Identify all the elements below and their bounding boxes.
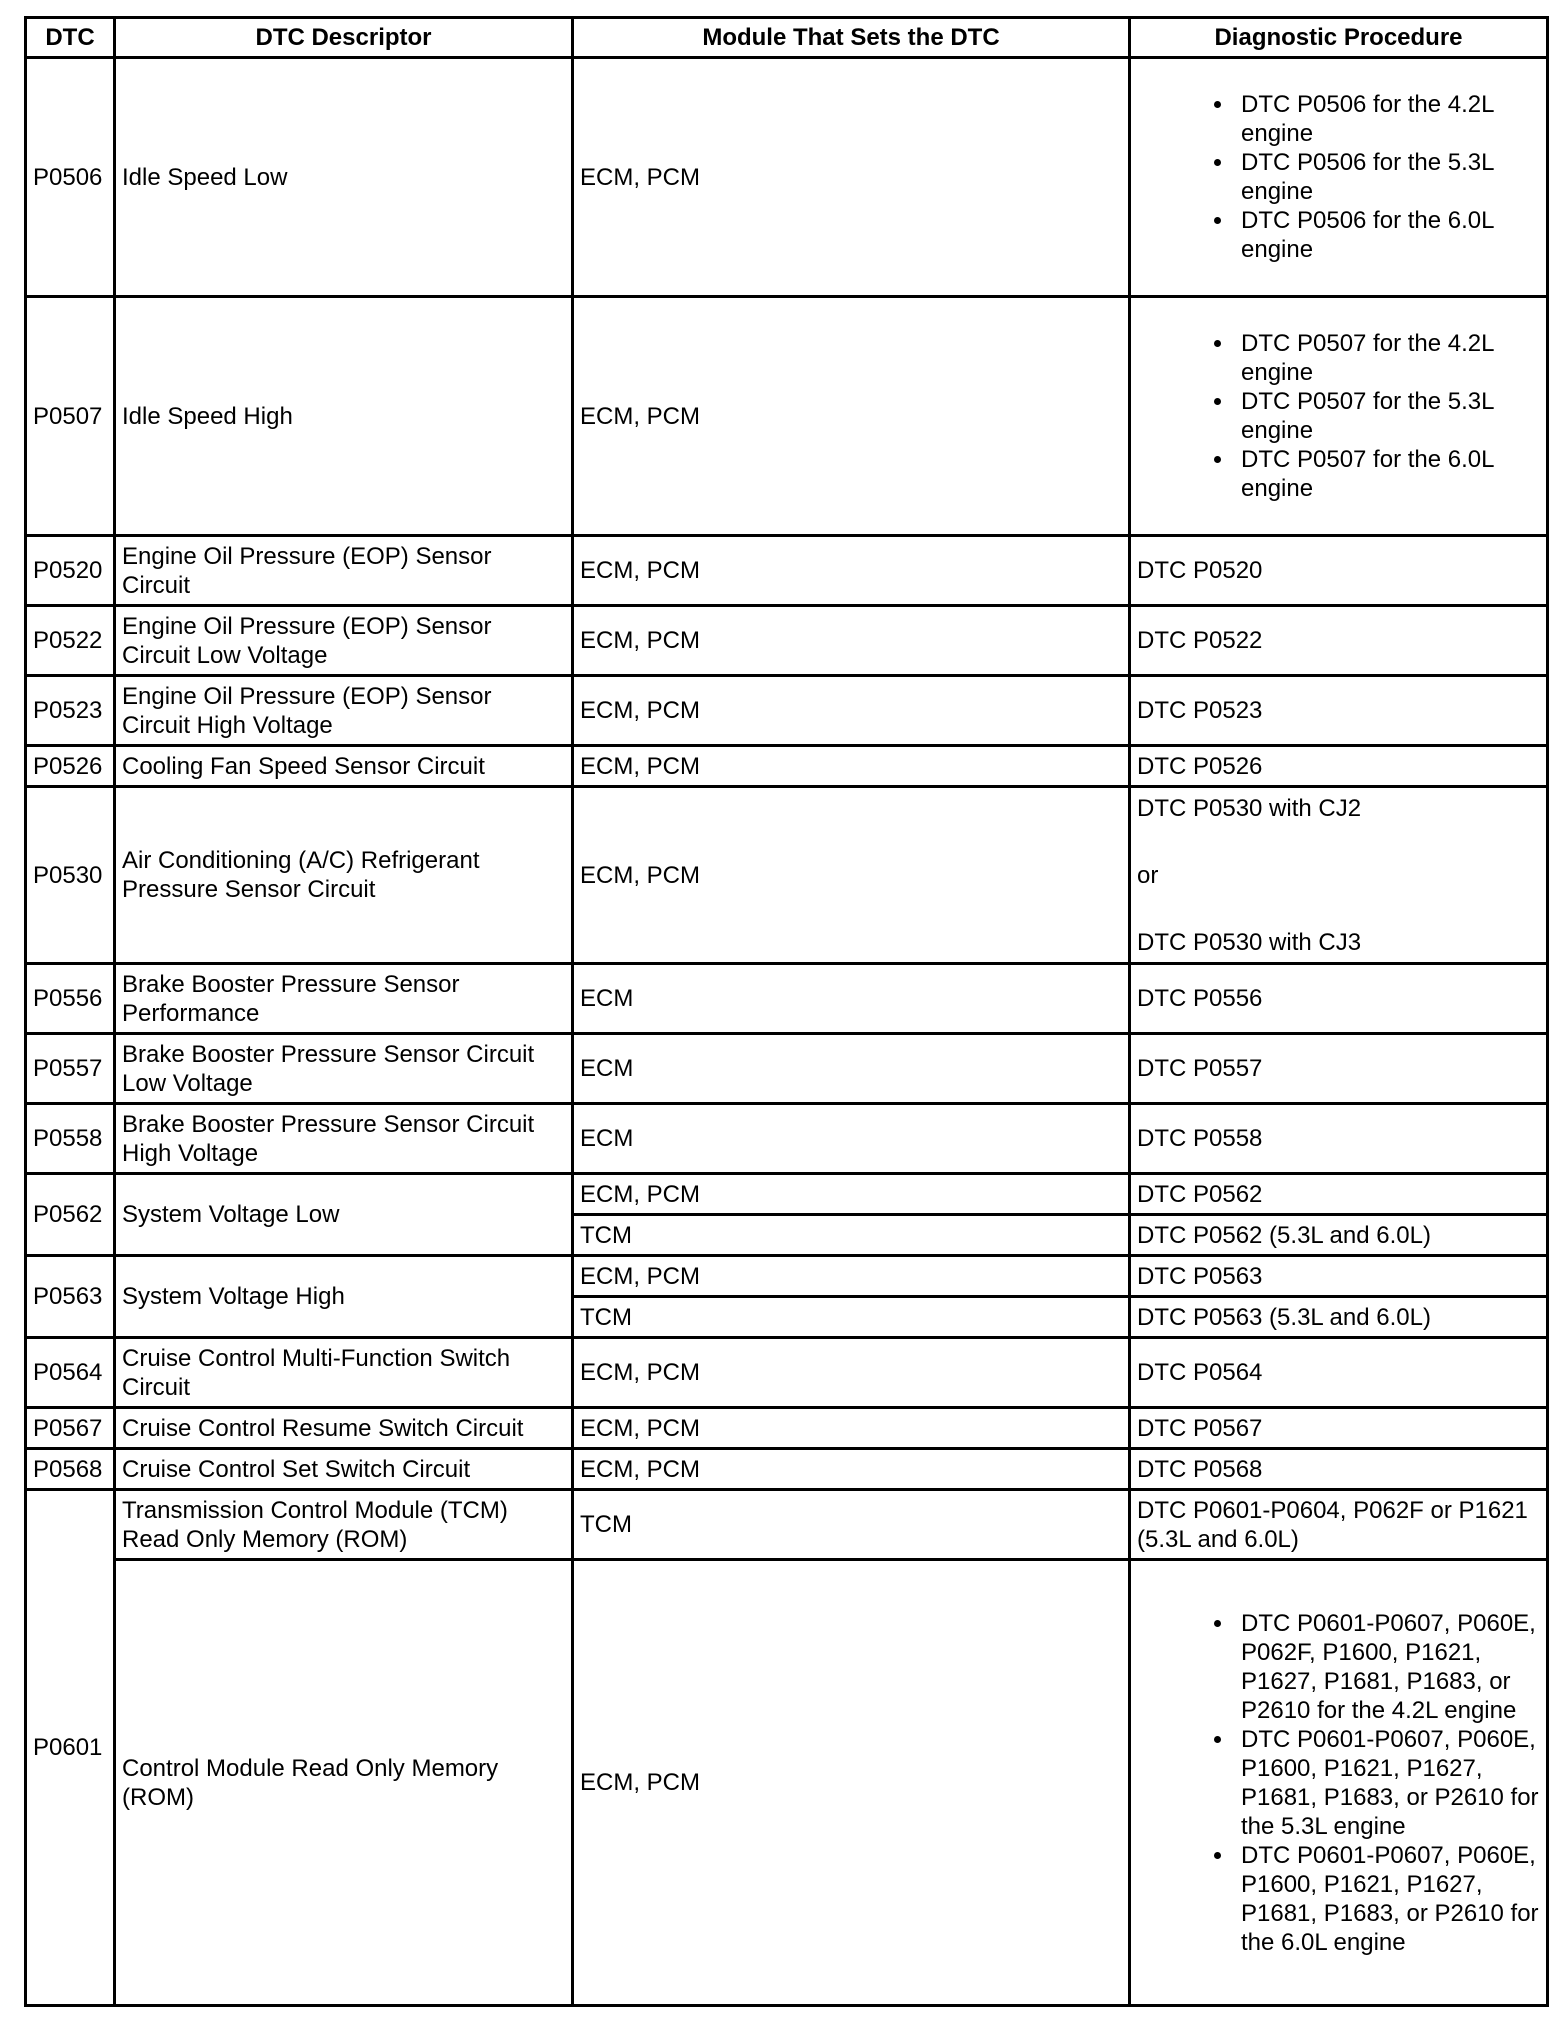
table-row [26, 1560, 1548, 2006]
dtc-module: TCM [573, 1297, 1130, 1338]
dtc-procedure: DTC P0526 [1130, 746, 1548, 787]
table-row [26, 1449, 1548, 1490]
dtc-procedure: DTC P0523 [1130, 676, 1548, 746]
table-row [26, 58, 1548, 297]
procedure-item: • DTC P0601-P0607, P060E, P1600, P1621, P1627, P1681, P1683, or P2610 for the 6.0L engine [1235, 1841, 1540, 1957]
dtc-module: ECM, PCM [573, 606, 1130, 676]
table-row [26, 1490, 1548, 1560]
dtc-module: ECM, PCM [573, 1256, 1130, 1297]
dtc-module: ECM [573, 964, 1130, 1034]
procedure-item: • DTC P0601-P0607, P060E, P1600, P1621, P1627, P1681, P1683, or P2610 for the 5.3L engine [1235, 1725, 1540, 1841]
dtc-descriptor: Transmission Control Module (TCM) Read Only Memory (ROM) [115, 1490, 573, 1560]
dtc-procedure [1130, 1560, 1548, 2006]
dtc-module: ECM, PCM [573, 787, 1130, 964]
dtc-descriptor: Cruise Control Resume Switch Circuit [115, 1408, 573, 1449]
dtc-module: ECM, PCM [573, 297, 1130, 536]
dtc-module: TCM [573, 1490, 1130, 1560]
procedure-option: DTC P0530 with CJ3 [1137, 928, 1362, 956]
table-row [26, 1256, 1548, 1297]
dtc-module: ECM, PCM [573, 536, 1130, 606]
table-row [26, 1034, 1548, 1104]
dtc-descriptor: Cooling Fan Speed Sensor Circuit [115, 746, 573, 787]
dtc-module: ECM, PCM [573, 746, 1130, 787]
dtc-code: P0526 [26, 746, 115, 787]
table-row [26, 1338, 1548, 1408]
dtc-module: ECM [573, 1034, 1130, 1104]
table-row [26, 746, 1548, 787]
dtc-code: P0567 [26, 1408, 115, 1449]
procedure-item: • DTC P0507 for the 4.2L engine [1235, 329, 1540, 387]
dtc-descriptor: Cruise Control Multi-Function Switch Circuit [115, 1338, 573, 1408]
table-row [26, 1174, 1548, 1215]
dtc-procedure: DTC P0562 [1130, 1174, 1548, 1215]
table-row [26, 1104, 1548, 1174]
dtc-procedure: DTC P0556 [1130, 964, 1548, 1034]
dtc-procedure: DTC P0563 (5.3L and 6.0L) [1130, 1297, 1548, 1338]
dtc-descriptor: Idle Speed High [115, 297, 573, 536]
procedure-list [1137, 1609, 1540, 1957]
table-row [26, 964, 1548, 1034]
table-row [26, 297, 1548, 536]
dtc-code: P0564 [26, 1338, 115, 1408]
dtc-procedure: DTC P0562 (5.3L and 6.0L) [1130, 1215, 1548, 1256]
dtc-module: ECM, PCM [573, 58, 1130, 297]
dtc-procedure: DTC P0601-P0604, P062F or P1621 (5.3L and 6.0L) [1130, 1490, 1548, 1560]
table-row [26, 787, 1548, 964]
dtc-procedure: DTC P0522 [1130, 606, 1548, 676]
procedure-item: • DTC P0507 for the 6.0L engine [1235, 445, 1540, 503]
procedure-item: • DTC P0507 for the 5.3L engine [1235, 387, 1540, 445]
header-module: Module That Sets the DTC [573, 18, 1130, 58]
table-row [26, 536, 1548, 606]
dtc-module: ECM, PCM [573, 1174, 1130, 1215]
dtc-procedure [1130, 787, 1548, 964]
dtc-module: ECM, PCM [573, 676, 1130, 746]
procedure-item: • DTC P0506 for the 6.0L engine [1235, 206, 1540, 264]
table-row [26, 1408, 1548, 1449]
table-row [26, 606, 1548, 676]
dtc-procedure: DTC P0568 [1130, 1449, 1548, 1490]
header-descriptor: DTC Descriptor [115, 18, 573, 58]
dtc-table [24, 16, 1549, 2007]
dtc-module: ECM, PCM [573, 1338, 1130, 1408]
dtc-code: P0601 [26, 1490, 115, 2006]
dtc-module: TCM [573, 1215, 1130, 1256]
dtc-descriptor: System Voltage Low [115, 1174, 573, 1256]
dtc-code: P0568 [26, 1449, 115, 1490]
procedure-or: or [1137, 861, 1159, 889]
header-row [26, 18, 1548, 58]
dtc-code: P0530 [26, 787, 115, 964]
dtc-code: P0557 [26, 1034, 115, 1104]
dtc-procedure: DTC P0563 [1130, 1256, 1548, 1297]
procedure-option: DTC P0530 with CJ2 [1137, 794, 1362, 822]
dtc-procedure [1130, 58, 1548, 297]
procedure-item: • DTC P0601-P0607, P060E, P062F, P1600, P1621, P1627, P1681, P1683, or P2610 for the 4.2L engine [1235, 1609, 1540, 1725]
dtc-procedure: DTC P0557 [1130, 1034, 1548, 1104]
dtc-module: ECM, PCM [573, 1560, 1130, 2006]
dtc-code: P0522 [26, 606, 115, 676]
table-row [26, 676, 1548, 746]
dtc-descriptor: System Voltage High [115, 1256, 573, 1338]
dtc-descriptor: Engine Oil Pressure (EOP) Sensor Circuit High Voltage [115, 676, 573, 746]
procedure-item: • DTC P0506 for the 4.2L engine [1235, 90, 1540, 148]
dtc-code: P0562 [26, 1174, 115, 1256]
dtc-procedure: DTC P0567 [1130, 1408, 1548, 1449]
dtc-code: P0558 [26, 1104, 115, 1174]
dtc-descriptor: Brake Booster Pressure Sensor Circuit High Voltage [115, 1104, 573, 1174]
header-dtc: DTC [26, 18, 115, 58]
dtc-descriptor: Engine Oil Pressure (EOP) Sensor Circuit Low Voltage [115, 606, 573, 676]
procedure-list [1137, 90, 1540, 264]
dtc-descriptor: Brake Booster Pressure Sensor Circuit Low Voltage [115, 1034, 573, 1104]
dtc-descriptor: Idle Speed Low [115, 58, 573, 297]
dtc-descriptor: Brake Booster Pressure Sensor Performance [115, 964, 573, 1034]
dtc-descriptor: Cruise Control Set Switch Circuit [115, 1449, 573, 1490]
dtc-descriptor: Control Module Read Only Memory (ROM) [115, 1560, 573, 2006]
dtc-descriptor: Engine Oil Pressure (EOP) Sensor Circuit [115, 536, 573, 606]
dtc-module: ECM, PCM [573, 1449, 1130, 1490]
procedure-item: • DTC P0506 for the 5.3L engine [1235, 148, 1540, 206]
dtc-procedure: DTC P0564 [1130, 1338, 1548, 1408]
dtc-code: P0563 [26, 1256, 115, 1338]
procedure-list [1137, 329, 1540, 503]
dtc-code: P0507 [26, 297, 115, 536]
header-procedure: Diagnostic Procedure [1130, 18, 1548, 58]
dtc-module: ECM, PCM [573, 1408, 1130, 1449]
dtc-procedure [1130, 297, 1548, 536]
dtc-code: P0556 [26, 964, 115, 1034]
dtc-code: P0506 [26, 58, 115, 297]
dtc-procedure: DTC P0520 [1130, 536, 1548, 606]
dtc-descriptor: Air Conditioning (A/C) Refrigerant Pressure Sensor Circuit [115, 787, 573, 964]
dtc-code: P0523 [26, 676, 115, 746]
dtc-procedure: DTC P0558 [1130, 1104, 1548, 1174]
dtc-module: ECM [573, 1104, 1130, 1174]
dtc-code: P0520 [26, 536, 115, 606]
